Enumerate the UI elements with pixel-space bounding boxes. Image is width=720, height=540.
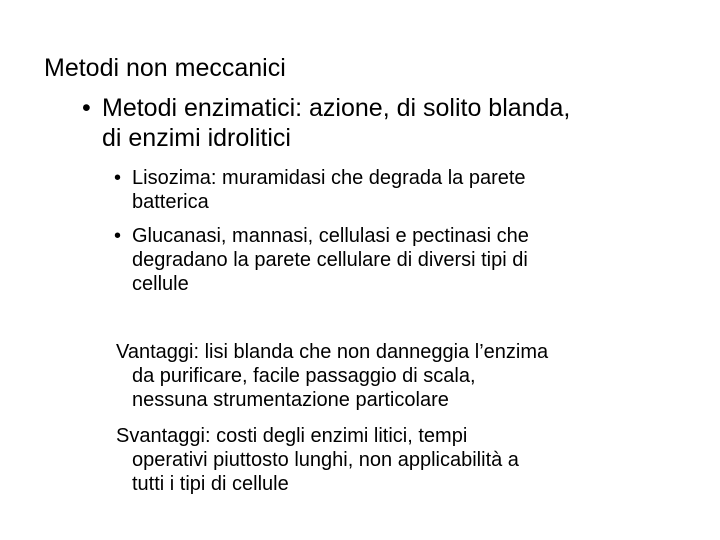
paragraph-line: nessuna strumentazione particolare: [132, 389, 449, 411]
bullet-line: di enzimi idrolitici: [102, 124, 291, 152]
paragraph-line: Vantaggi: lisi blanda che non danneggia l’enzima: [116, 341, 549, 363]
sub-bullet-mark: •: [114, 225, 122, 247]
disadvantages-paragraph: [116, 424, 519, 496]
bullet-line: Metodi enzimatici: azione, di solito blanda,: [102, 94, 571, 122]
sub-bullet-line: batterica: [132, 191, 209, 213]
slide-title: Metodi non meccanici: [44, 54, 286, 82]
bullet-mark: •: [82, 94, 91, 122]
sub-bullet-text: [132, 224, 529, 296]
paragraph-line: Svantaggi: costi degli enzimi litici, tempi: [116, 425, 468, 447]
paragraph-line: operativi piuttosto lunghi, non applicabilità a: [132, 449, 519, 471]
bullet-text: [102, 93, 570, 153]
paragraph-line: da purificare, facile passaggio di scala,: [132, 365, 476, 387]
sub-bullet-line: Lisozima: muramidasi che degrada la parete: [132, 167, 526, 189]
sub-bullet-mark: •: [114, 167, 122, 189]
sub-bullet-line: cellule: [132, 273, 189, 295]
sub-bullet-line: Glucanasi, mannasi, cellulasi e pectinasi che: [132, 225, 529, 247]
advantages-paragraph: [116, 340, 548, 412]
sub-bullet-line: degradano la parete cellulare di diversi tipi di: [132, 249, 528, 271]
sub-bullet-text: [132, 166, 526, 214]
paragraph-line: tutti i tipi di cellule: [132, 473, 289, 495]
